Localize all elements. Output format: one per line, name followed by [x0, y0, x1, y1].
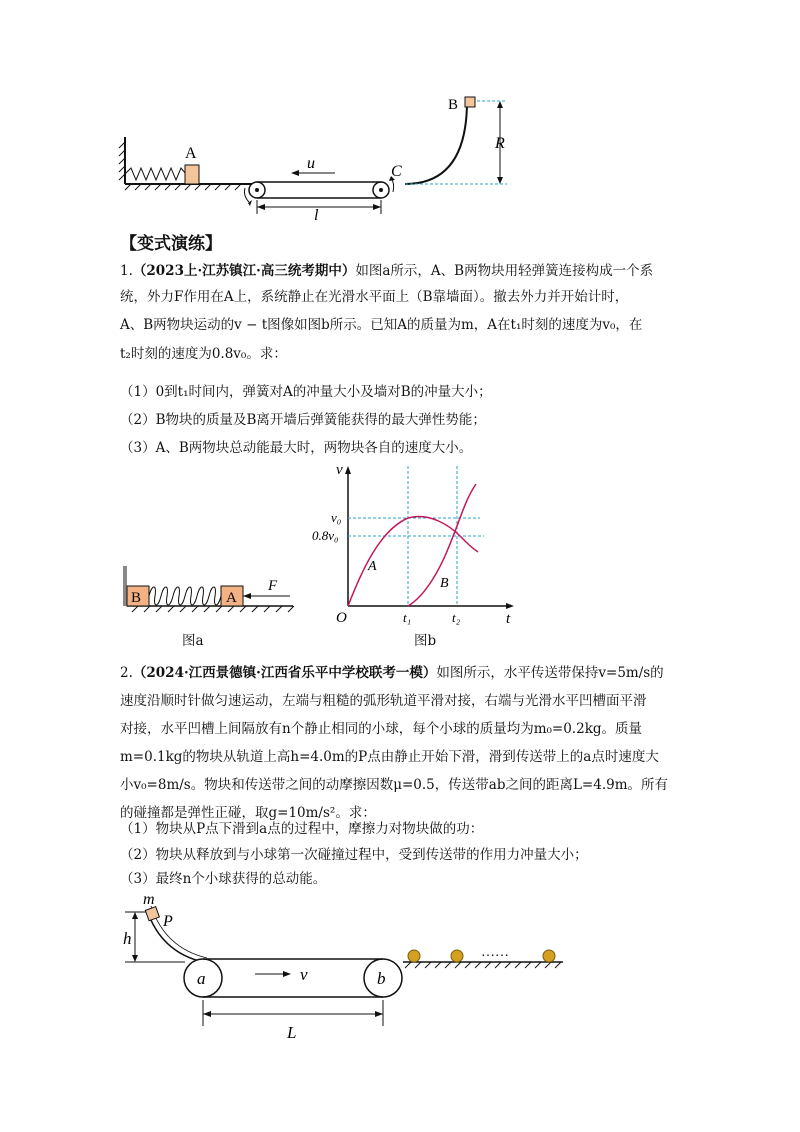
q2-sub-2: （2）物块从释放到与小球第一次碰撞过程中，受到传送带的作用力冲量大小； — [120, 847, 588, 863]
fig-a-caption: 图a — [182, 633, 204, 649]
q2-sub-3: （3）最终n个小球获得的总动能。 — [120, 871, 327, 887]
label-l: l — [314, 207, 319, 222]
q2-dots: …… — [481, 945, 509, 960]
q1-sub-3: （3）A、B两物块总动能最大时，两物块各自的速度大小。 — [120, 440, 473, 456]
fig-b-axis-t: t — [506, 611, 511, 627]
fig-b-caption: 图b — [414, 633, 437, 649]
q2-label-P: P — [163, 913, 173, 930]
figure-q2-conveyor — [115, 888, 575, 1048]
q2-source: （2024·江西景德镇·江西省乐平中学校联考一模） — [132, 665, 437, 681]
q2-label-h: h — [123, 929, 132, 948]
q2-label-b: b — [377, 969, 386, 988]
q1-line-1 — [120, 258, 653, 284]
fig-b-curve-A: A — [368, 559, 377, 574]
q1-number: 1. — [120, 263, 133, 279]
figure-b-vt-graph — [300, 460, 530, 630]
label-A: A — [185, 145, 197, 162]
fig-b-axis-v: v — [336, 462, 343, 478]
fig-a-label-A: A — [226, 590, 237, 606]
q2-label-a: a — [197, 969, 206, 988]
q2-label-L: L — [287, 1023, 297, 1042]
q2-sub-1: （1）物块从P点下滑到a点的过程中，摩擦力对物块做的功： — [120, 821, 484, 837]
q2-line-2: 速度沿顺时针做匀速运动，左端与粗糙的弧形轨道平滑对接，右端与光滑水平凹槽面平滑 — [120, 693, 647, 709]
label-B: B — [448, 97, 459, 113]
fig-a-label-B: B — [131, 590, 142, 606]
fig-b-tick-t1: t₁ — [403, 610, 412, 625]
q1-sub-2: （2）B物块的质量及B离开墙后弹簧能获得的最大弹性势能； — [120, 412, 486, 428]
q1-line-4: t₂时刻的速度为0.8v₀。求： — [120, 346, 287, 362]
figure-top-track — [115, 92, 535, 222]
label-u: u — [307, 155, 315, 172]
q2-label-v: v — [300, 965, 308, 984]
label-C: C — [391, 163, 402, 180]
figure-a-spring — [118, 560, 298, 620]
q1-line-1-rest: 如图a所示，A、B两物块用轻弹簧连接构成一个系 — [355, 263, 654, 279]
fig-b-tick-08v0: 0.8v₀ — [312, 528, 339, 543]
label-R: R — [495, 135, 505, 152]
q2-line-3: 对接，水平凹槽上间隔放有n个静止相同的小球，每个小球的质量均为m₀=0.2kg。质量 — [120, 721, 643, 737]
q1-line-2: 统，外力F作用在A上，系统静止在光滑水平面上（B靠墙面）。撤去外力并开始计时， — [120, 289, 629, 305]
q2-line-5: 小v₀=8m/s。物块和传送带之间的动摩擦因数μ=0.5，传送带ab之间的距离L=4.9m。所有 — [120, 777, 669, 793]
q2-label-m: m — [143, 891, 155, 908]
fig-b-origin: O — [336, 610, 347, 626]
q2-line-4: m=0.1kg的物块从轨道上高h=4.0m的P点由静止开始下滑，滑到传送带上的a点时速度大 — [120, 749, 659, 765]
fig-b-tick-t2: t₂ — [452, 610, 461, 625]
fig-a-label-F: F — [268, 578, 278, 594]
fig-b-curve-B: B — [440, 576, 449, 591]
fig-b-tick-v0: v₀ — [331, 510, 342, 525]
q1-source: （2023上·江苏镇江·高三统考期中） — [132, 263, 356, 279]
q2-line-6: 的碰撞都是弹性正碰，取g=10m/s²。求： — [120, 805, 376, 821]
section-title: 【变式演练】 — [120, 234, 222, 254]
q1-line-3: A、B两物块运动的v − t图像如图b所示。已知A的质量为m，A在t₁时刻的速度为v₀，在 — [120, 317, 643, 333]
q1-sub-1: （1）0到t₁时间内，弹簧对A的冲量大小及墙对B的冲量大小； — [120, 384, 492, 400]
q2-line-1 — [120, 660, 664, 686]
q2-number: 2. — [120, 665, 133, 681]
q2-line-1-rest: 如图所示，水平传送带保持v=5m/s的 — [436, 665, 664, 681]
